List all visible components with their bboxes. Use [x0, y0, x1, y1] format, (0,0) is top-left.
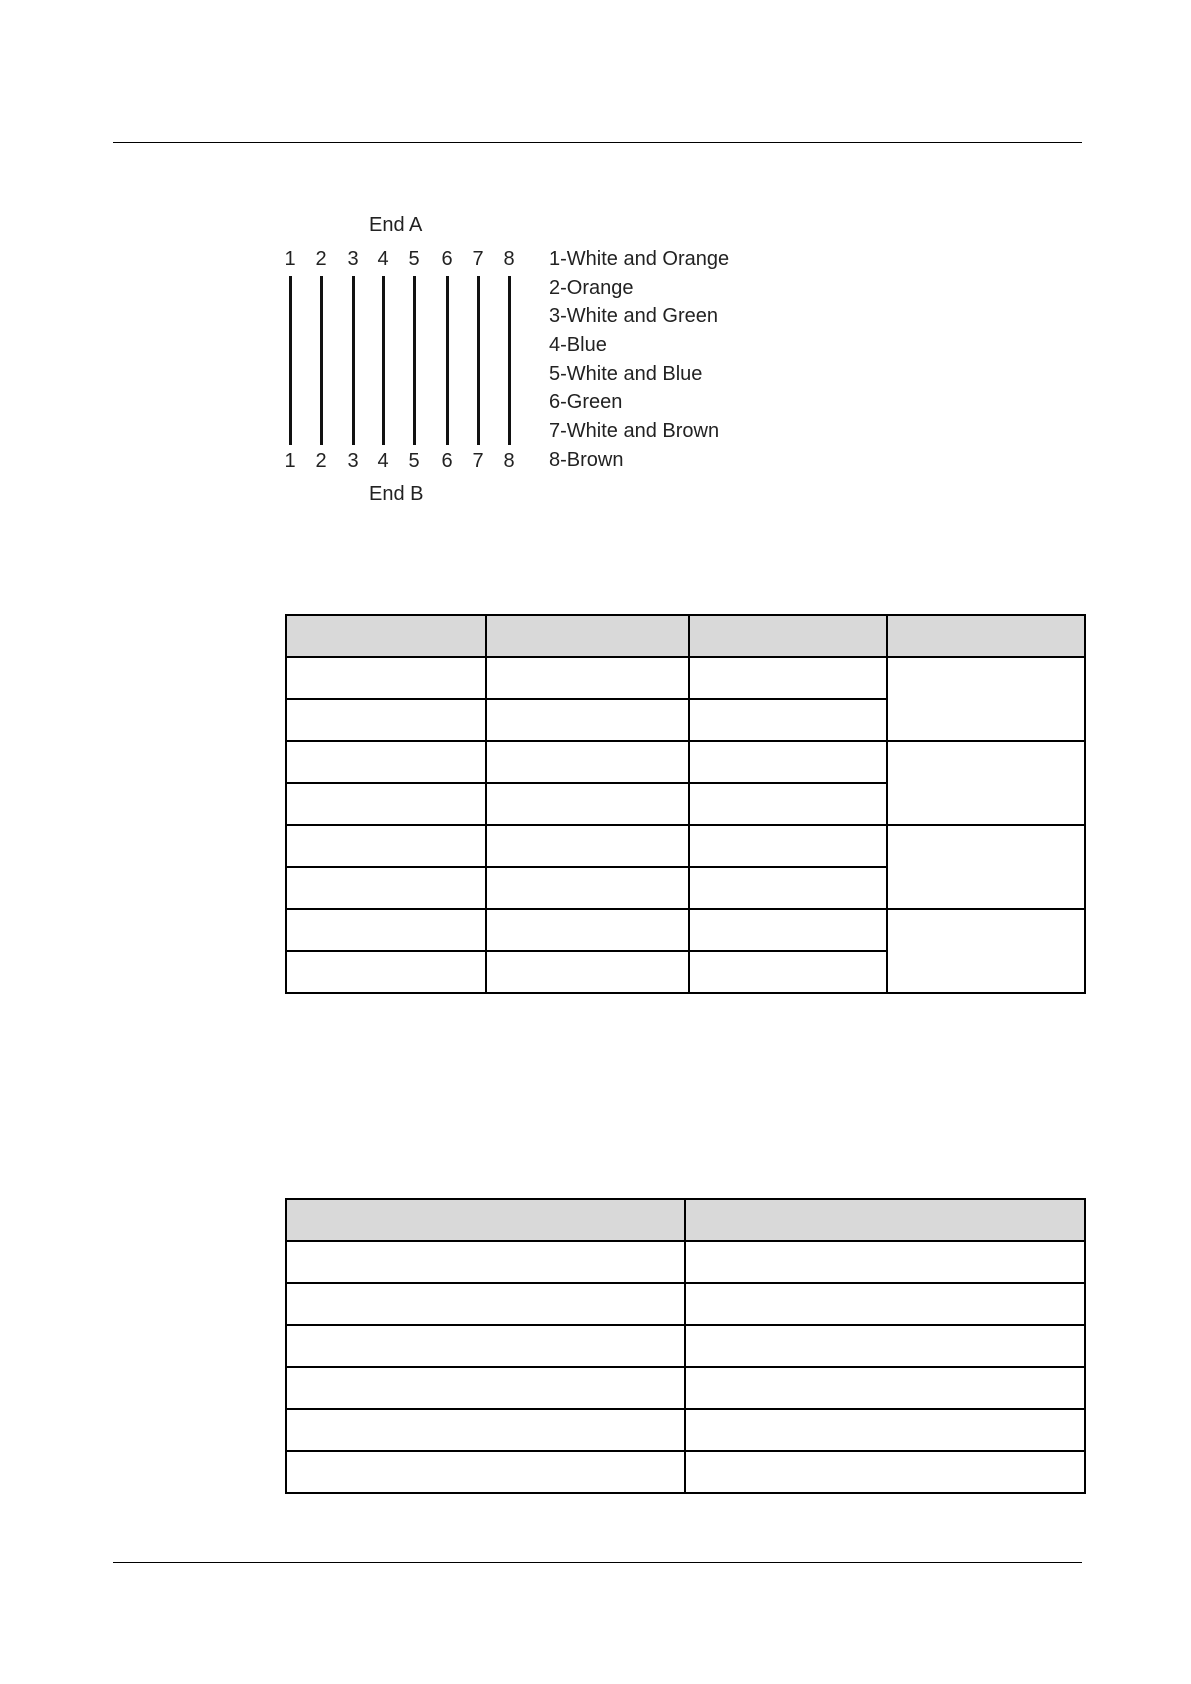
end-b-pin-1: 1 [284, 450, 296, 472]
table-cell [689, 699, 887, 741]
wire-color-legend [549, 248, 729, 478]
legend-item: 4-Blue [549, 334, 607, 357]
table-cell [486, 825, 689, 867]
wire-6 [446, 276, 449, 445]
table-cell [286, 1283, 685, 1325]
table-row [286, 1451, 1085, 1493]
table-cell [685, 1283, 1085, 1325]
end-a-pin-1: 1 [284, 248, 296, 270]
table-cell [286, 1451, 685, 1493]
legend-item: 5-White and Blue [549, 362, 703, 385]
table-cell [685, 1409, 1085, 1451]
wire-7 [477, 276, 480, 445]
end-a-pin-5: 5 [408, 248, 420, 270]
table-cell [689, 741, 887, 783]
table-cell [689, 783, 887, 825]
table-cell [286, 951, 486, 993]
wire-2 [320, 276, 323, 445]
table-cell [286, 1409, 685, 1451]
end-b-pin-2: 2 [315, 450, 327, 472]
table-header-cell [286, 1199, 685, 1241]
table-cell [685, 1367, 1085, 1409]
end-b-label: End B [369, 483, 424, 505]
end-a-pin-4: 4 [377, 248, 389, 270]
table-merged-cell [887, 741, 1085, 825]
cable-pinout-diagram [0, 0, 1191, 520]
wire-8 [508, 276, 511, 445]
wire-5 [413, 276, 416, 445]
table-merged-cell [887, 825, 1085, 909]
end-a-pin-8: 8 [503, 248, 515, 270]
table-header-cell [887, 615, 1085, 657]
table-row [286, 1409, 1085, 1451]
table-header-cell [685, 1199, 1085, 1241]
table-header-cell [689, 615, 887, 657]
end-b-pin-4: 4 [377, 450, 389, 472]
table-row [286, 1325, 1085, 1367]
legend-item: 6-Green [549, 391, 623, 414]
table-cell [685, 1241, 1085, 1283]
table-cell [689, 825, 887, 867]
table-row [286, 741, 1085, 783]
end-b-pin-7: 7 [472, 450, 484, 472]
table-header-cell [486, 615, 689, 657]
legend-item: 2-Orange [549, 276, 634, 299]
table-row [286, 825, 1085, 867]
end-a-pin-7: 7 [472, 248, 484, 270]
table-cell [286, 657, 486, 699]
pin-mapping-table [285, 614, 1086, 994]
specification-table [285, 1198, 1086, 1494]
table-cell [685, 1451, 1085, 1493]
table-cell [286, 783, 486, 825]
table-header-cell [286, 615, 486, 657]
end-b-pin-6: 6 [441, 450, 453, 472]
table-row [286, 1367, 1085, 1409]
table-cell [486, 867, 689, 909]
table-row [286, 909, 1085, 951]
table-cell [286, 1241, 685, 1283]
table-cell [689, 909, 887, 951]
wire-4 [382, 276, 385, 445]
table-cell [286, 1367, 685, 1409]
table-cell [286, 825, 486, 867]
legend-item: 3-White and Green [549, 305, 718, 328]
end-b-pin-3: 3 [347, 450, 359, 472]
table-header-row [286, 1199, 1085, 1241]
table-cell [286, 909, 486, 951]
table-cell [486, 657, 689, 699]
table-cell [486, 741, 689, 783]
legend-item: 8-Brown [549, 448, 624, 471]
table-cell [486, 699, 689, 741]
wire-3 [352, 276, 355, 445]
table-cell [286, 867, 486, 909]
table-row [286, 1283, 1085, 1325]
legend-item: 1-White and Orange [549, 248, 730, 270]
table-cell [286, 699, 486, 741]
table-row [286, 1241, 1085, 1283]
table-cell [486, 951, 689, 993]
end-b-pin-8: 8 [503, 450, 515, 472]
table-row [286, 657, 1085, 699]
end-a-label: End A [369, 214, 423, 236]
end-a-pin-2: 2 [315, 248, 327, 270]
legend-item: 7-White and Brown [549, 420, 720, 443]
end-b-pin-5: 5 [408, 450, 420, 472]
table-cell [286, 1325, 685, 1367]
table-header-row [286, 615, 1085, 657]
wire-1 [289, 276, 292, 445]
table-cell [685, 1325, 1085, 1367]
footer-rule [113, 1562, 1082, 1563]
table-cell [689, 951, 887, 993]
end-a-pin-3: 3 [347, 248, 359, 270]
table-merged-cell [887, 657, 1085, 741]
table-merged-cell [887, 909, 1085, 993]
table-cell [486, 783, 689, 825]
table-cell [689, 867, 887, 909]
table-cell [689, 657, 887, 699]
table-cell [286, 741, 486, 783]
table-cell [486, 909, 689, 951]
end-a-pin-6: 6 [441, 248, 453, 270]
